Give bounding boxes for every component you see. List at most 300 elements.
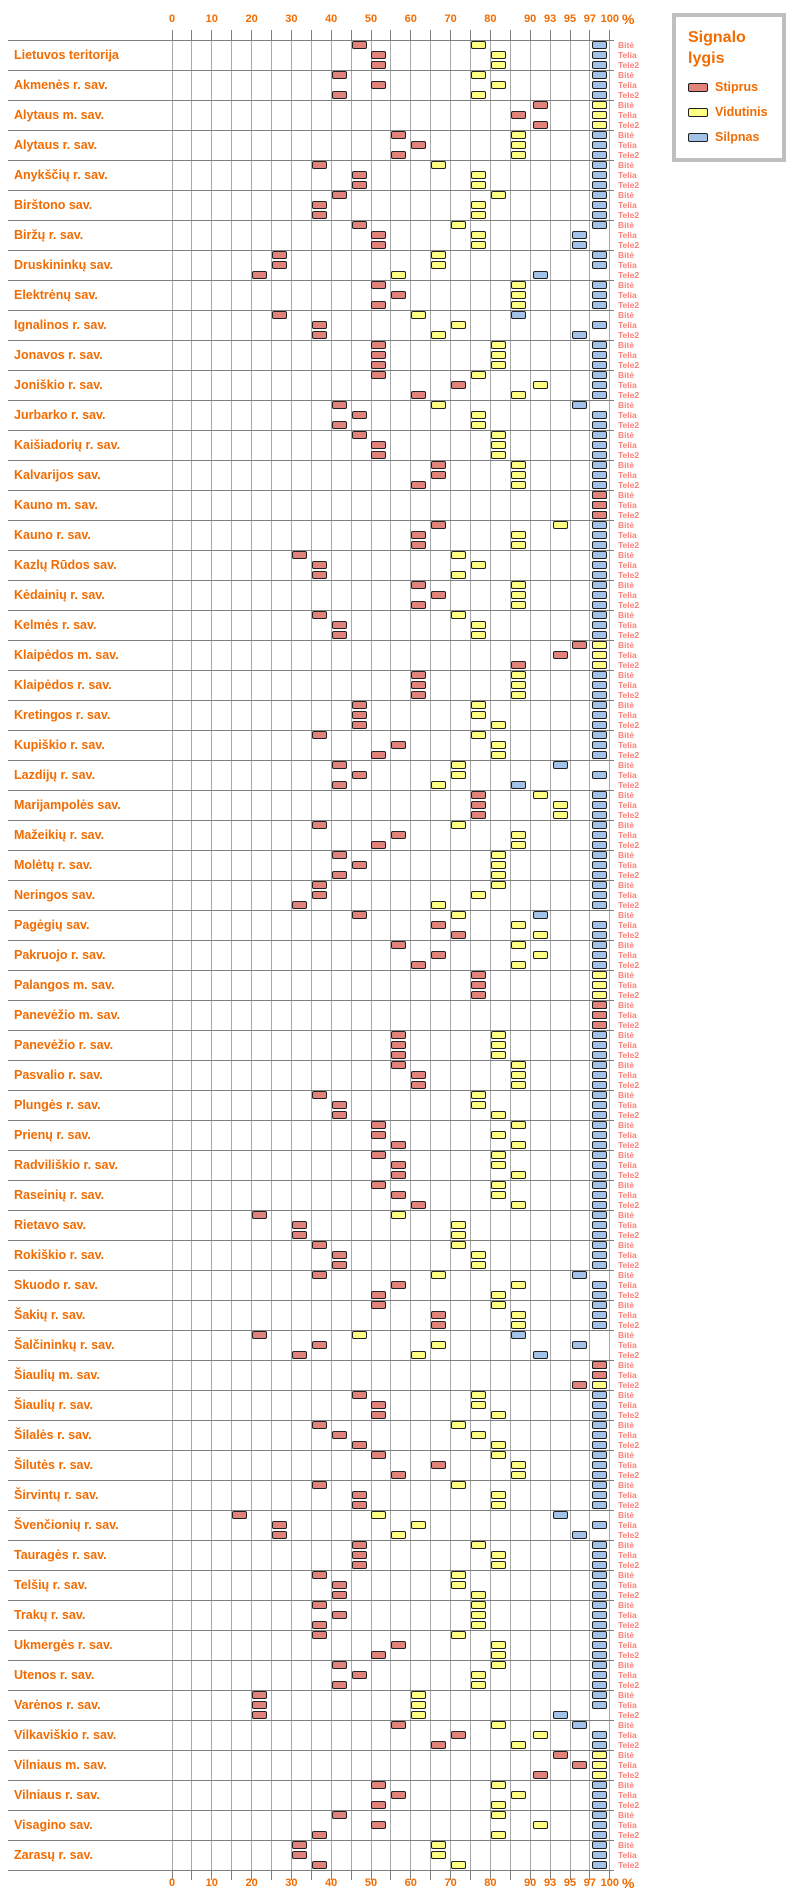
marker-vidutinis — [511, 141, 526, 149]
marker-silpnas — [592, 1051, 607, 1059]
marker-stiprus — [411, 581, 426, 589]
marker-vidutinis — [491, 881, 506, 889]
marker-silpnas — [592, 1411, 607, 1419]
row-label: Kauno m. sav. — [14, 498, 98, 512]
marker-silpnas — [592, 951, 607, 959]
marker-stiprus — [391, 1791, 406, 1799]
marker-silpnas — [592, 1031, 607, 1039]
marker-vidutinis — [431, 901, 446, 909]
marker-silpnas — [553, 761, 568, 769]
marker-silpnas — [592, 741, 607, 749]
marker-vidutinis — [431, 251, 446, 259]
marker-vidutinis — [451, 1581, 466, 1589]
operator-label-tele2: Tele2 — [618, 1080, 640, 1090]
marker-silpnas — [592, 341, 607, 349]
marker-silpnas — [592, 1191, 607, 1199]
marker-silpnas — [592, 1661, 607, 1669]
marker-stiprus — [312, 211, 327, 219]
row-label: Ignalinos r. sav. — [14, 318, 107, 332]
gridline — [311, 40, 312, 1870]
operator-label-bite: Bitė — [618, 310, 635, 320]
operator-label-tele2: Tele2 — [618, 60, 640, 70]
gridline — [351, 40, 352, 1870]
row-label: Pakruojo r. sav. — [14, 948, 106, 962]
marker-vidutinis — [471, 731, 486, 739]
marker-silpnas — [592, 1141, 607, 1149]
marker-stiprus — [292, 1841, 307, 1849]
marker-stiprus — [312, 881, 327, 889]
marker-stiprus — [371, 751, 386, 759]
axis-tick-label: 60 — [404, 1877, 417, 1889]
marker-vidutinis — [491, 441, 506, 449]
marker-silpnas — [592, 1631, 607, 1639]
marker-silpnas — [592, 1841, 607, 1849]
marker-stiprus — [312, 1831, 327, 1839]
marker-stiprus — [352, 771, 367, 779]
marker-silpnas — [592, 81, 607, 89]
marker-stiprus — [371, 1651, 386, 1659]
marker-vidutinis — [471, 1541, 486, 1549]
axis-tick — [530, 30, 531, 40]
marker-vidutinis — [511, 481, 526, 489]
operator-label-telia: Telia — [618, 1490, 637, 1500]
axis-tick-label: 93 — [543, 1877, 557, 1889]
marker-stiprus — [411, 961, 426, 969]
marker-vidutinis — [491, 1151, 506, 1159]
row-label: Plungės r. sav. — [14, 1098, 101, 1112]
marker-stiprus — [332, 1681, 347, 1689]
marker-vidutinis — [471, 621, 486, 629]
marker-vidutinis — [511, 131, 526, 139]
marker-vidutinis — [471, 1671, 486, 1679]
marker-vidutinis — [491, 1161, 506, 1169]
operator-label-tele2: Tele2 — [618, 1410, 640, 1420]
marker-silpnas — [592, 481, 607, 489]
marker-stiprus — [431, 1741, 446, 1749]
marker-silpnas — [592, 1791, 607, 1799]
row-label: Alytaus m. sav. — [14, 108, 105, 122]
marker-vidutinis — [471, 181, 486, 189]
operator-label-telia: Telia — [618, 800, 637, 810]
marker-silpnas — [592, 261, 607, 269]
marker-stiprus — [332, 1611, 347, 1619]
operator-label-tele2: Tele2 — [618, 1530, 640, 1540]
legend-item-label: Vidutinis — [715, 105, 768, 119]
marker-vidutinis — [352, 1331, 367, 1339]
marker-stiprus — [292, 551, 307, 559]
marker-silpnas — [592, 1781, 607, 1789]
marker-vidutinis — [592, 981, 607, 989]
row-label: Švenčionių r. sav. — [14, 1518, 119, 1532]
marker-silpnas — [592, 711, 607, 719]
marker-stiprus — [371, 1411, 386, 1419]
legend-items — [688, 80, 776, 144]
operator-label-telia: Telia — [618, 230, 637, 240]
marker-vidutinis — [431, 1841, 446, 1849]
marker-silpnas — [592, 1441, 607, 1449]
marker-silpnas — [592, 1451, 607, 1459]
row-label: Mažeikių r. sav. — [14, 828, 105, 842]
axis-tick — [609, 30, 610, 40]
row-label: Biržų r. sav. — [14, 228, 84, 242]
operator-label-telia: Telia — [618, 260, 637, 270]
marker-silpnas — [592, 1461, 607, 1469]
marker-vidutinis — [511, 1081, 526, 1089]
operator-label-bite: Bitė — [618, 1360, 635, 1370]
marker-stiprus — [312, 1861, 327, 1869]
legend-swatch-stiprus — [688, 83, 708, 92]
marker-vidutinis — [431, 261, 446, 269]
marker-silpnas — [592, 1611, 607, 1619]
marker-stiprus — [533, 121, 548, 129]
marker-stiprus — [312, 331, 327, 339]
gridline — [231, 40, 232, 1870]
marker-stiprus — [371, 281, 386, 289]
marker-stiprus — [252, 1331, 267, 1339]
marker-stiprus — [431, 591, 446, 599]
operator-label-telia: Telia — [618, 980, 637, 990]
marker-silpnas — [592, 1131, 607, 1139]
marker-vidutinis — [471, 1401, 486, 1409]
marker-vidutinis — [511, 541, 526, 549]
marker-vidutinis — [491, 1131, 506, 1139]
marker-silpnas — [592, 351, 607, 359]
gridline — [371, 40, 372, 1870]
marker-stiprus — [431, 921, 446, 929]
marker-silpnas — [592, 571, 607, 579]
marker-vidutinis — [511, 1311, 526, 1319]
operator-label-telia: Telia — [618, 770, 637, 780]
marker-silpnas — [592, 1491, 607, 1499]
gridline — [172, 40, 173, 1870]
axis-tick — [410, 30, 411, 40]
operator-label-bite: Bitė — [618, 1540, 635, 1550]
marker-silpnas — [592, 201, 607, 209]
marker-vidutinis — [491, 1301, 506, 1309]
marker-silpnas — [592, 381, 607, 389]
operator-label-tele2: Tele2 — [618, 240, 640, 250]
marker-vidutinis — [451, 761, 466, 769]
operator-label-telia: Telia — [618, 470, 637, 480]
marker-stiprus — [252, 1211, 267, 1219]
operator-label-bite: Bitė — [618, 880, 635, 890]
gridline — [191, 40, 192, 1870]
marker-silpnas — [592, 1741, 607, 1749]
operator-label-bite: Bitė — [618, 550, 635, 560]
marker-silpnas — [511, 781, 526, 789]
marker-stiprus — [411, 391, 426, 399]
axis-tick-label: 10 — [205, 1877, 218, 1889]
marker-silpnas — [592, 451, 607, 459]
marker-stiprus — [272, 261, 287, 269]
axis-tick-label: 100 — [600, 1877, 619, 1889]
operator-label-tele2: Tele2 — [618, 1590, 640, 1600]
marker-silpnas — [592, 831, 607, 839]
marker-stiprus — [371, 231, 386, 239]
marker-stiprus — [272, 1531, 287, 1539]
operator-label-telia: Telia — [618, 710, 637, 720]
marker-vidutinis — [451, 911, 466, 919]
marker-stiprus — [391, 1031, 406, 1039]
marker-silpnas — [592, 561, 607, 569]
marker-vidutinis — [451, 551, 466, 559]
marker-stiprus — [391, 831, 406, 839]
operator-label-bite: Bitė — [618, 790, 635, 800]
marker-silpnas — [592, 1591, 607, 1599]
marker-vidutinis — [471, 1101, 486, 1109]
marker-stiprus — [312, 1631, 327, 1639]
marker-stiprus — [352, 1671, 367, 1679]
row-label: Klaipėdos r. sav. — [14, 678, 112, 692]
marker-vidutinis — [592, 1761, 607, 1769]
marker-stiprus — [352, 1491, 367, 1499]
marker-silpnas — [592, 1101, 607, 1109]
marker-silpnas — [553, 1711, 568, 1719]
marker-vidutinis — [451, 1231, 466, 1239]
marker-vidutinis — [471, 1261, 486, 1269]
marker-stiprus — [391, 1191, 406, 1199]
marker-vidutinis — [491, 1411, 506, 1419]
marker-silpnas — [592, 171, 607, 179]
marker-vidutinis — [431, 1271, 446, 1279]
operator-label-telia: Telia — [618, 350, 637, 360]
marker-silpnas — [592, 411, 607, 419]
marker-vidutinis — [511, 1791, 526, 1799]
marker-vidutinis — [451, 1421, 466, 1429]
marker-silpnas — [592, 851, 607, 859]
axis-tick-label: 70 — [444, 13, 457, 25]
marker-silpnas — [592, 181, 607, 189]
marker-silpnas — [592, 1301, 607, 1309]
operator-label-telia: Telia — [618, 1220, 637, 1230]
marker-vidutinis — [511, 671, 526, 679]
operator-label-tele2: Tele2 — [618, 90, 640, 100]
marker-stiprus — [352, 911, 367, 919]
axis-tick — [470, 1870, 471, 1880]
marker-stiprus — [312, 821, 327, 829]
operator-label-telia: Telia — [618, 860, 637, 870]
marker-vidutinis — [511, 921, 526, 929]
operator-label-telia: Telia — [618, 680, 637, 690]
marker-silpnas — [572, 331, 587, 339]
operator-label-telia: Telia — [618, 740, 637, 750]
marker-silpnas — [592, 791, 607, 799]
marker-silpnas — [592, 941, 607, 949]
marker-silpnas — [592, 1681, 607, 1689]
operator-label-tele2: Tele2 — [618, 840, 640, 850]
marker-vidutinis — [511, 1061, 526, 1069]
marker-vidutinis — [533, 951, 548, 959]
marker-silpnas — [592, 221, 607, 229]
marker-stiprus — [332, 71, 347, 79]
marker-vidutinis — [491, 1661, 506, 1669]
marker-silpnas — [592, 1811, 607, 1819]
axis-tick — [371, 30, 372, 40]
row-label: Birštono sav. — [14, 198, 93, 212]
marker-stiprus — [352, 41, 367, 49]
marker-vidutinis — [391, 271, 406, 279]
axis-tick — [470, 30, 471, 40]
marker-silpnas — [592, 1241, 607, 1249]
marker-stiprus — [592, 511, 607, 519]
marker-silpnas — [592, 621, 607, 629]
operator-label-telia: Telia — [618, 1160, 637, 1170]
marker-stiprus — [332, 1101, 347, 1109]
row-label: Lazdijų r. sav. — [14, 768, 96, 782]
marker-stiprus — [352, 1441, 367, 1449]
legend — [672, 13, 786, 162]
row-label: Šiaulių r. sav. — [14, 1398, 93, 1412]
row-label: Marijampolės sav. — [14, 798, 121, 812]
marker-silpnas — [511, 1331, 526, 1339]
operator-label-bite: Bitė — [618, 220, 635, 230]
marker-stiprus — [451, 1731, 466, 1739]
row-label: Skuodo r. sav. — [14, 1278, 98, 1292]
marker-stiprus — [352, 171, 367, 179]
operator-label-telia: Telia — [618, 950, 637, 960]
marker-silpnas — [592, 71, 607, 79]
marker-vidutinis — [511, 841, 526, 849]
marker-stiprus — [511, 111, 526, 119]
operator-label-tele2: Tele2 — [618, 1470, 640, 1480]
row-label: Zarasų r. sav. — [14, 1848, 93, 1862]
marker-vidutinis — [511, 1201, 526, 1209]
operator-label-telia: Telia — [618, 1550, 637, 1560]
operator-label-bite: Bitė — [618, 1510, 635, 1520]
marker-stiprus — [352, 701, 367, 709]
axis-tick-label: 20 — [245, 13, 258, 25]
marker-vidutinis — [511, 681, 526, 689]
operator-label-telia: Telia — [618, 1820, 637, 1830]
axis-tick — [172, 30, 173, 40]
marker-silpnas — [592, 151, 607, 159]
marker-vidutinis — [491, 741, 506, 749]
marker-silpnas — [592, 541, 607, 549]
marker-stiprus — [371, 371, 386, 379]
operator-label-bite: Bitė — [618, 130, 635, 140]
marker-vidutinis — [431, 781, 446, 789]
row-label: Kretingos r. sav. — [14, 708, 111, 722]
marker-vidutinis — [533, 791, 548, 799]
marker-vidutinis — [431, 1851, 446, 1859]
operator-label-tele2: Tele2 — [618, 1110, 640, 1120]
operator-label-tele2: Tele2 — [618, 360, 640, 370]
marker-stiprus — [371, 51, 386, 59]
marker-stiprus — [471, 791, 486, 799]
row-label: Raseinių r. sav. — [14, 1188, 105, 1202]
marker-vidutinis — [592, 1751, 607, 1759]
marker-stiprus — [371, 1151, 386, 1159]
operator-label-bite: Bitė — [618, 340, 635, 350]
marker-stiprus — [471, 811, 486, 819]
operator-label-tele2: Tele2 — [618, 690, 640, 700]
marker-silpnas — [592, 131, 607, 139]
marker-stiprus — [553, 1751, 568, 1759]
marker-vidutinis — [471, 711, 486, 719]
operator-label-bite: Bitė — [618, 1780, 635, 1790]
marker-silpnas — [572, 1531, 587, 1539]
marker-vidutinis — [411, 311, 426, 319]
marker-vidutinis — [511, 1461, 526, 1469]
operator-label-telia: Telia — [618, 590, 637, 600]
marker-vidutinis — [451, 1571, 466, 1579]
gridline — [609, 40, 610, 1870]
operator-label-bite: Bitė — [618, 1300, 635, 1310]
marker-silpnas — [592, 531, 607, 539]
marker-stiprus — [391, 1641, 406, 1649]
marker-vidutinis — [511, 1141, 526, 1149]
operator-label-tele2: Tele2 — [618, 930, 640, 940]
operator-label-telia: Telia — [618, 560, 637, 570]
marker-vidutinis — [511, 1281, 526, 1289]
marker-silpnas — [592, 1311, 607, 1319]
marker-stiprus — [391, 1041, 406, 1049]
operator-label-bite: Bitė — [618, 1270, 635, 1280]
operator-label-bite: Bitė — [618, 1840, 635, 1850]
marker-vidutinis — [592, 991, 607, 999]
operator-label-tele2: Tele2 — [618, 1020, 640, 1030]
marker-silpnas — [592, 1621, 607, 1629]
marker-stiprus — [553, 651, 568, 659]
axis-tick-label: 95 — [563, 13, 577, 25]
axis-tick — [311, 30, 312, 40]
marker-stiprus — [352, 711, 367, 719]
operator-label-telia: Telia — [618, 80, 637, 90]
marker-stiprus — [272, 1521, 287, 1529]
marker-stiprus — [411, 531, 426, 539]
row-label: Visagino sav. — [14, 1818, 93, 1832]
marker-silpnas — [592, 41, 607, 49]
operator-label-bite: Bitė — [618, 820, 635, 830]
axis-tick — [231, 1870, 232, 1880]
marker-silpnas — [592, 461, 607, 469]
marker-stiprus — [411, 601, 426, 609]
marker-silpnas — [592, 371, 607, 379]
axis-tick-label: 10 — [205, 13, 218, 25]
operator-label-tele2: Tele2 — [618, 150, 640, 160]
marker-vidutinis — [471, 171, 486, 179]
row-label: Lietuvos teritorija — [14, 48, 119, 62]
row-label: Palangos m. sav. — [14, 978, 115, 992]
marker-vidutinis — [451, 321, 466, 329]
marker-stiprus — [391, 1721, 406, 1729]
operator-label-bite: Bitė — [618, 160, 635, 170]
operator-label-telia: Telia — [618, 1610, 637, 1620]
marker-silpnas — [572, 1341, 587, 1349]
marker-vidutinis — [592, 111, 607, 119]
operator-label-tele2: Tele2 — [618, 630, 640, 640]
marker-vidutinis — [471, 231, 486, 239]
marker-vidutinis — [411, 1521, 426, 1529]
operator-label-telia: Telia — [618, 1010, 637, 1020]
marker-stiprus — [312, 611, 327, 619]
operator-label-telia: Telia — [618, 110, 637, 120]
marker-stiprus — [332, 1251, 347, 1259]
axis-tick — [430, 30, 431, 40]
marker-vidutinis — [511, 461, 526, 469]
marker-stiprus — [572, 641, 587, 649]
axis-tick — [331, 30, 332, 40]
operator-label-tele2: Tele2 — [618, 1860, 640, 1870]
marker-stiprus — [431, 1311, 446, 1319]
marker-vidutinis — [411, 1691, 426, 1699]
operator-label-telia: Telia — [618, 1640, 637, 1650]
operator-label-tele2: Tele2 — [618, 390, 640, 400]
marker-silpnas — [592, 1061, 607, 1069]
marker-silpnas — [592, 441, 607, 449]
row-label: Kėdainių r. sav. — [14, 588, 105, 602]
marker-stiprus — [272, 251, 287, 259]
